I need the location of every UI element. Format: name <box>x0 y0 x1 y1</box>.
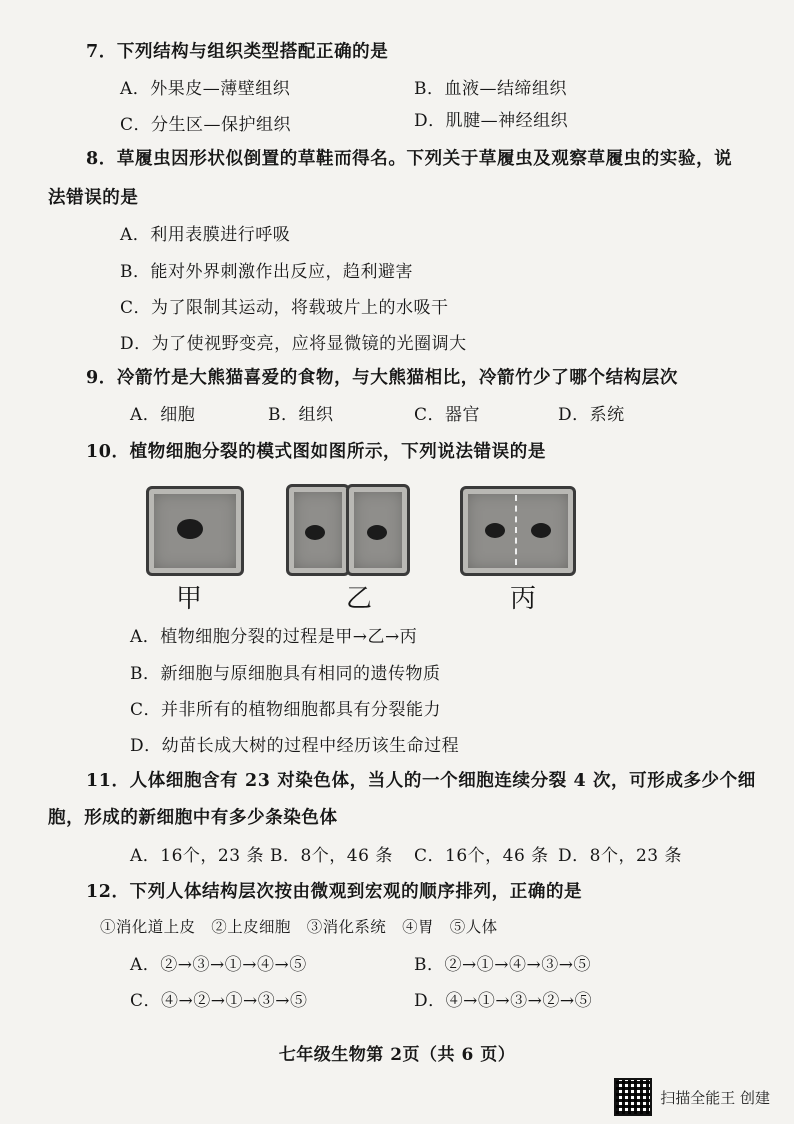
q9-option-a: A．细胞 <box>130 405 196 425</box>
q8-option-a: A．利用表膜进行呼吸 <box>120 225 291 245</box>
q11-option-a: A．16个，23 条 <box>130 846 264 866</box>
q11-stem-line1: 11．人体细胞含有 23 对染色体，当人的一个细胞连续分裂 4 次，可形成多少个细 <box>86 771 756 791</box>
q12-option-c: C．④→②→①→③→⑤ <box>130 991 308 1011</box>
q11-stem-line2: 胞，形成的新细胞中有多少条染色体 <box>48 808 338 828</box>
q10-stem: 10．植物细胞分裂的模式图如图所示，下列说法错误的是 <box>86 442 546 462</box>
nucleus <box>305 525 325 540</box>
q10-option-a: A．植物细胞分裂的过程是甲→乙→丙 <box>130 627 418 647</box>
q12-option-b: B．②→①→④→③→⑤ <box>414 955 591 975</box>
q8-stem-line2: 法错误的是 <box>48 188 139 208</box>
scanner-watermark <box>614 1078 770 1116</box>
nucleus <box>485 523 505 538</box>
cell-yi-right <box>346 484 410 576</box>
q9-option-c: C．器官 <box>414 405 481 425</box>
q8-option-c: C．为了限制其运动，将载玻片上的水吸干 <box>120 298 449 318</box>
q10-option-b: B．新细胞与原细胞具有相同的遗传物质 <box>130 664 441 684</box>
q12-stem: 12．下列人体结构层次按由微观到宏观的顺序排列，正确的是 <box>86 882 583 902</box>
cell-yi-left <box>286 484 350 576</box>
cell-jia <box>146 486 244 576</box>
cell-bing <box>460 486 576 576</box>
q11-option-b: B．8个，46 条 <box>270 846 393 866</box>
q8-option-b: B．能对外界刺激作出反应，趋利避害 <box>120 262 413 282</box>
q7-option-c: C．分生区—保护组织 <box>120 115 292 135</box>
label-bing: 丙 <box>510 584 537 614</box>
q7-stem: 7．下列结构与组织类型搭配正确的是 <box>86 42 389 62</box>
q12-option-a: A．②→③→①→④→⑤ <box>130 955 307 975</box>
nucleus <box>177 519 203 539</box>
q7-option-d: D．肌腱—神经组织 <box>414 111 569 131</box>
page-footer: 七年级生物第 2页（共 6 页） <box>278 1045 516 1065</box>
q11-option-c: C．16个，46 条 <box>414 846 549 866</box>
q12-items: ①消化道上皮 ②上皮细胞 ③消化系统 ④胃 ⑤人体 <box>100 918 498 936</box>
qr-code-icon <box>614 1078 652 1116</box>
watermark-text: 扫描全能王 创建 <box>660 1088 770 1107</box>
q9-option-b: B．组织 <box>268 405 334 425</box>
q8-stem-line1: 8．草履虫因形状似倒置的草鞋而得名。下列关于草履虫及观察草履虫的实验，说 <box>86 149 733 169</box>
q7-option-b: B．血液—结缔组织 <box>414 79 567 99</box>
nucleus <box>531 523 551 538</box>
q10-option-d: D．幼苗长成大树的过程中经历该生命过程 <box>130 736 460 756</box>
label-jia: 甲 <box>176 584 203 614</box>
q11-option-d: D．8个，23 条 <box>558 846 682 866</box>
q9-option-d: D．系统 <box>558 405 625 425</box>
nucleus <box>367 525 387 540</box>
q8-option-d: D．为了使视野变亮，应将显微镜的光圈调大 <box>120 334 467 354</box>
q7-option-a: A．外果皮—薄壁组织 <box>120 79 291 99</box>
q12-option-d: D．④→①→③→②→⑤ <box>414 991 593 1011</box>
cell-division-figure <box>0 474 794 624</box>
q10-option-c: C．并非所有的植物细胞都具有分裂能力 <box>130 700 442 720</box>
q9-stem: 9．冷箭竹是大熊猫喜爱的食物，与大熊猫相比，冷箭竹少了哪个结构层次 <box>86 368 678 388</box>
dividing-line <box>515 495 517 565</box>
label-yi: 乙 <box>346 584 373 614</box>
